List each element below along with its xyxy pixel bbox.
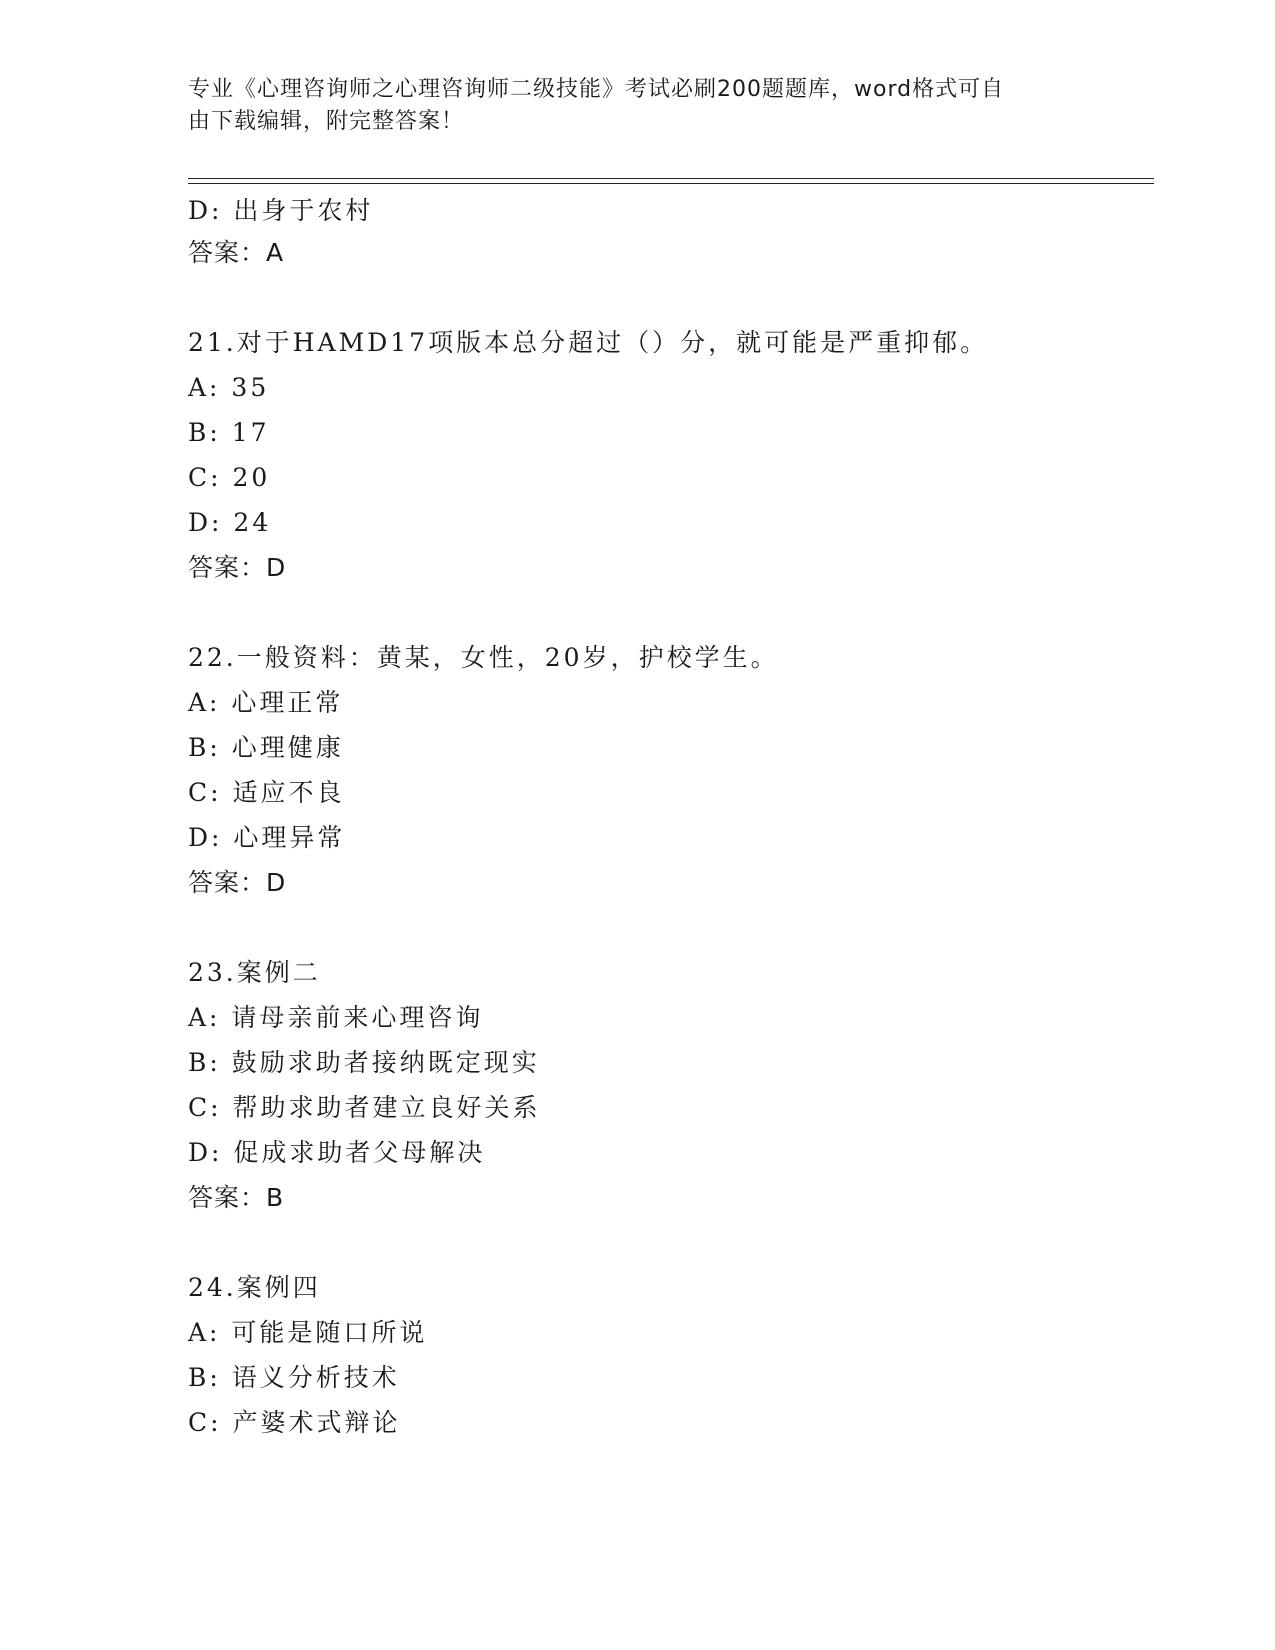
q24-stem: 24.案例四 bbox=[188, 1273, 321, 1302]
document-header bbox=[188, 74, 1068, 138]
q23-stem: 23.案例二 bbox=[188, 958, 321, 987]
q21-option-c: C: 20 bbox=[188, 463, 271, 492]
q23-option-c: C: 帮助求助者建立良好关系 bbox=[188, 1093, 541, 1122]
q23-option-d: D: 促成求助者父母解决 bbox=[188, 1138, 486, 1167]
q21-option-d: D: 24 bbox=[188, 508, 272, 537]
q20-option-d: D: 出身于农村 bbox=[188, 196, 374, 225]
q21-option-a: A: 35 bbox=[188, 373, 270, 402]
header-line-1: 专业《心理咨询师之心理咨询师二级技能》考试必刷200题题库，word格式可自 bbox=[188, 77, 1005, 102]
q23-option-a: A: 请母亲前来心理咨询 bbox=[188, 1003, 484, 1032]
q21-answer: 答案：D bbox=[188, 553, 287, 582]
header-divider-bottom bbox=[188, 183, 1154, 184]
q23-answer: 答案：B bbox=[188, 1183, 285, 1212]
q22-stem: 22.一般资料：黄某，女性，20岁，护校学生。 bbox=[188, 643, 779, 672]
q21-stem: 21.对于HAMD17项版本总分超过（）分，就可能是严重抑郁。 bbox=[188, 328, 989, 357]
q24-option-a: A: 可能是随口所说 bbox=[188, 1318, 428, 1347]
header-line-2: 由下载编辑，附完整答案！ bbox=[188, 109, 465, 134]
q22-option-d: D: 心理异常 bbox=[188, 823, 346, 852]
q23-option-b: B: 鼓励求助者接纳既定现实 bbox=[188, 1048, 540, 1077]
q22-option-a: A: 心理正常 bbox=[188, 688, 344, 717]
q24-option-b: B: 语义分析技术 bbox=[188, 1363, 400, 1392]
q22-answer: 答案：D bbox=[188, 868, 287, 897]
q20-answer: 答案：A bbox=[188, 238, 285, 267]
q22-option-b: B: 心理健康 bbox=[188, 733, 344, 762]
q22-option-c: C: 适应不良 bbox=[188, 778, 345, 807]
q24-option-c: C: 产婆术式辩论 bbox=[188, 1408, 401, 1437]
header-divider-top bbox=[188, 178, 1154, 179]
q21-option-b: B: 17 bbox=[188, 418, 270, 447]
